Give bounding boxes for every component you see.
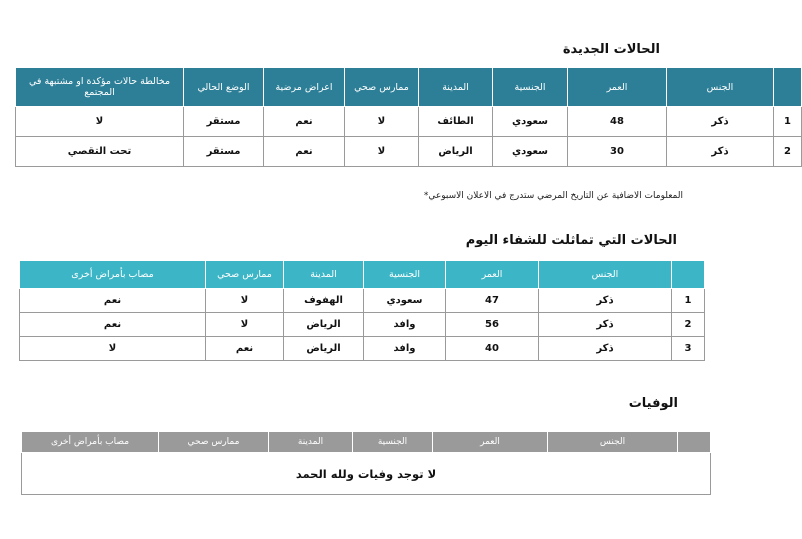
header-gender: الجنس	[539, 261, 672, 289]
cell-gender: ذكر	[539, 313, 672, 337]
cell-nationality: وافد	[364, 337, 446, 361]
cell-health-practitioner: لا	[345, 107, 419, 137]
header-city: المدينة	[419, 68, 493, 107]
cell-nationality: وافد	[364, 313, 446, 337]
header-nationality: الجنسية	[493, 68, 568, 107]
cell-symptoms: نعم	[264, 137, 345, 167]
header-index	[774, 68, 802, 107]
header-other-diseases: مصاب بأمراض أخرى	[20, 261, 206, 289]
cell-nationality: سعودي	[493, 137, 568, 167]
deaths-title: الوفيات	[628, 396, 678, 411]
cell-current-status: مستقر	[184, 107, 264, 137]
deaths-table	[21, 431, 711, 495]
cell-nationality: سعودي	[493, 107, 568, 137]
cell-city: الطائف	[419, 107, 493, 137]
header-health-practitioner: ممارس صحي	[206, 261, 284, 289]
cell-age: 56	[446, 313, 539, 337]
cell-health-practitioner: لا	[206, 313, 284, 337]
header-symptoms: اعراض مرضية	[264, 68, 345, 107]
cell-contact: لا	[16, 107, 184, 137]
additional-info-note: المعلومات الاضافية عن التاريخ المرضي ستدرج في الاعلان الاسبوعي*	[423, 191, 683, 201]
cell-other-diseases: لا	[20, 337, 206, 361]
table-row	[20, 313, 705, 337]
cell-nationality: سعودي	[364, 289, 446, 313]
table-header-row	[22, 432, 711, 453]
header-health-practitioner: ممارس صحي	[345, 68, 419, 107]
cell-other-diseases: نعم	[20, 313, 206, 337]
cell-gender: ذكر	[539, 289, 672, 313]
cell-age: 40	[446, 337, 539, 361]
cell-index: 1	[774, 107, 802, 137]
cell-health-practitioner: لا	[345, 137, 419, 167]
cell-gender: ذكر	[667, 107, 774, 137]
header-index	[672, 261, 705, 289]
table-row	[20, 337, 705, 361]
header-gender: الجنس	[667, 68, 774, 107]
recovered-table	[19, 260, 705, 361]
cell-city: الرياض	[284, 313, 364, 337]
cell-index: 3	[672, 337, 705, 361]
table-row	[16, 137, 802, 167]
cell-index: 2	[774, 137, 802, 167]
cell-index: 2	[672, 313, 705, 337]
header-city: المدينة	[284, 261, 364, 289]
cell-contact: تحت التقصي	[16, 137, 184, 167]
header-contact: مخالطة حالات مؤكدة او مشتبهة في المجتمع	[16, 68, 184, 107]
header-index	[678, 432, 711, 453]
cell-gender: ذكر	[667, 137, 774, 167]
header-age: العمر	[568, 68, 667, 107]
header-gender: الجنس	[548, 432, 678, 453]
table-row	[16, 107, 802, 137]
table-row	[22, 453, 711, 495]
cell-gender: ذكر	[539, 337, 672, 361]
header-other-diseases: مصاب بأمراض أخرى	[22, 432, 159, 453]
cell-index: 1	[672, 289, 705, 313]
header-age: العمر	[433, 432, 548, 453]
table-header-row	[20, 261, 705, 289]
cell-other-diseases: نعم	[20, 289, 206, 313]
header-nationality: الجنسية	[364, 261, 446, 289]
new-cases-table	[15, 67, 802, 167]
table-row	[20, 289, 705, 313]
new-cases-title: الحالات الجديدة	[562, 42, 660, 57]
header-city: المدينة	[269, 432, 353, 453]
header-nationality: الجنسية	[353, 432, 433, 453]
header-current-status: الوضع الحالي	[184, 68, 264, 107]
header-health-practitioner: ممارس صحي	[159, 432, 269, 453]
cell-city: الرياض	[419, 137, 493, 167]
cell-health-practitioner: لا	[206, 289, 284, 313]
cell-symptoms: نعم	[264, 107, 345, 137]
recovered-title: الحالات التي تماثلت للشفاء اليوم	[465, 233, 677, 248]
cell-city: الرياض	[284, 337, 364, 361]
cell-city: الهفوف	[284, 289, 364, 313]
cell-age: 48	[568, 107, 667, 137]
no-deaths-message: لا توجد وفيات ولله الحمد	[22, 453, 711, 495]
cell-current-status: مستقر	[184, 137, 264, 167]
table-header-row	[16, 68, 802, 107]
cell-age: 47	[446, 289, 539, 313]
cell-health-practitioner: نعم	[206, 337, 284, 361]
cell-age: 30	[568, 137, 667, 167]
header-age: العمر	[446, 261, 539, 289]
